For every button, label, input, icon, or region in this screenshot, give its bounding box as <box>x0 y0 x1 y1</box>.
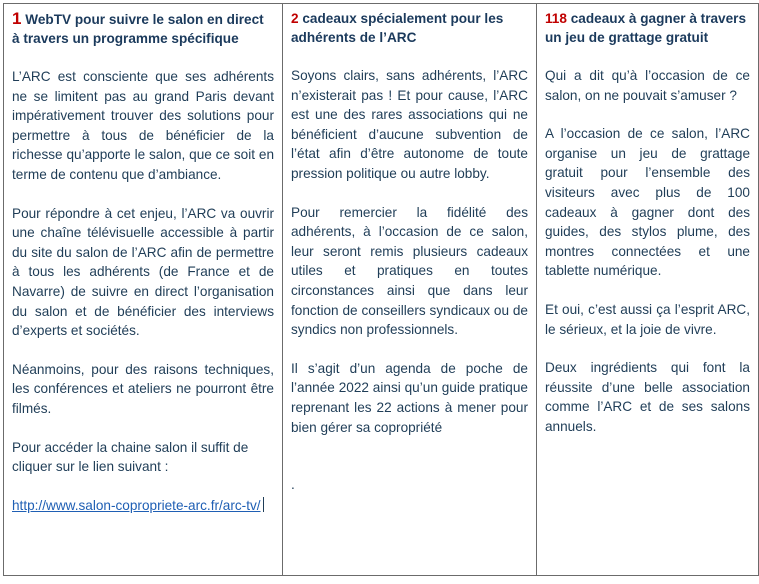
column-webtv <box>4 4 283 576</box>
column-heading <box>12 9 274 48</box>
table-row <box>4 4 759 576</box>
heading-title: WebTV pour suivre le salon en direct à travers un programme spécifique <box>12 12 264 46</box>
heading-number: 2 <box>291 11 299 26</box>
paragraph: . <box>291 477 295 493</box>
paragraph: Pour remercier la fidélité des adhérents, à l’occasion de ce salon, leur seront remis plusieurs cadeaux utiles et pratiques en toutes circonstances ainsi que dans leur fonction de conseillers syndicaux ou de syndics non professionnels. <box>291 204 528 338</box>
heading-number: 118 <box>545 11 567 26</box>
heading-number: 1 <box>12 9 22 28</box>
text-cursor <box>263 497 264 512</box>
webtv-link[interactable]: http://www.salon-copropriete-arc.fr/arc-tv/ <box>12 497 261 513</box>
paragraph: L’ARC est consciente que ses adhérents ne se limitent pas au grand Paris devant impérativement trouver des solutions pour permettre à tous de bénéficier de la richesse qu’apporte le salon, que ce soit en terme de contenu que d’ambiance. <box>12 69 274 182</box>
paragraph: A l’occasion de ce salon, l’ARC organise un jeu de grattage gratuit pour l’ensemble des visiteurs avec plus de 100 cadeaux à gagner dont des guides, des stylos plume, des montres connectées et une tablette numérique. <box>545 126 750 279</box>
paragraph: Soyons clairs, sans adhérents, l’ARC n’existerait pas ! Et pour cause, l’ARC est une des rares associations qui ne bénéficient d’aucune subvention de l’état afin d’être autonome de toute pression politique ou autre lobby. <box>291 68 528 181</box>
paragraph: Qui a dit qu’à l’occasion de ce salon, on ne pouvait s’amuser ? <box>545 68 750 103</box>
paragraph: Néanmoins, pour des raisons techniques, les conférences et ateliers ne pourront être filmés. <box>12 361 274 416</box>
paragraph: Il s’agit d’un agenda de poche de l’année 2022 ainsi qu’un guide pratique reprenant les 22 actions à mener pour bien gérer sa copropriété <box>291 360 528 435</box>
paragraph: Deux ingrédients qui font la réussite d’une belle association comme l’ARC et de ses salons annuels. <box>545 360 750 434</box>
paragraph: Et oui, c’est aussi ça l’esprit ARC, le sérieux, et la joie de vivre. <box>545 301 750 337</box>
column-scratch-game <box>537 4 759 576</box>
column-gifts <box>283 4 537 576</box>
paragraph: Pour accéder la chaine salon il suffit de cliquer sur le lien suivant : <box>12 439 249 475</box>
heading-title: cadeaux spécialement pour les adhérents de l’ARC <box>291 11 504 45</box>
heading-title: cadeaux à gagner à travers un jeu de grattage gratuit <box>545 11 747 45</box>
paragraph: Pour répondre à cet enjeu, l’ARC va ouvrir une chaîne télévisuelle accessible à partir du site du salon de l’ARC afin de permettre à tous les adhérents (de France et de Navarre) de suivre en direct l’organisation du salon et de bénéficier des interviews d’experts et sociétés. <box>12 205 274 339</box>
column-heading <box>291 9 528 47</box>
column-heading <box>545 9 750 47</box>
features-table <box>3 3 759 576</box>
